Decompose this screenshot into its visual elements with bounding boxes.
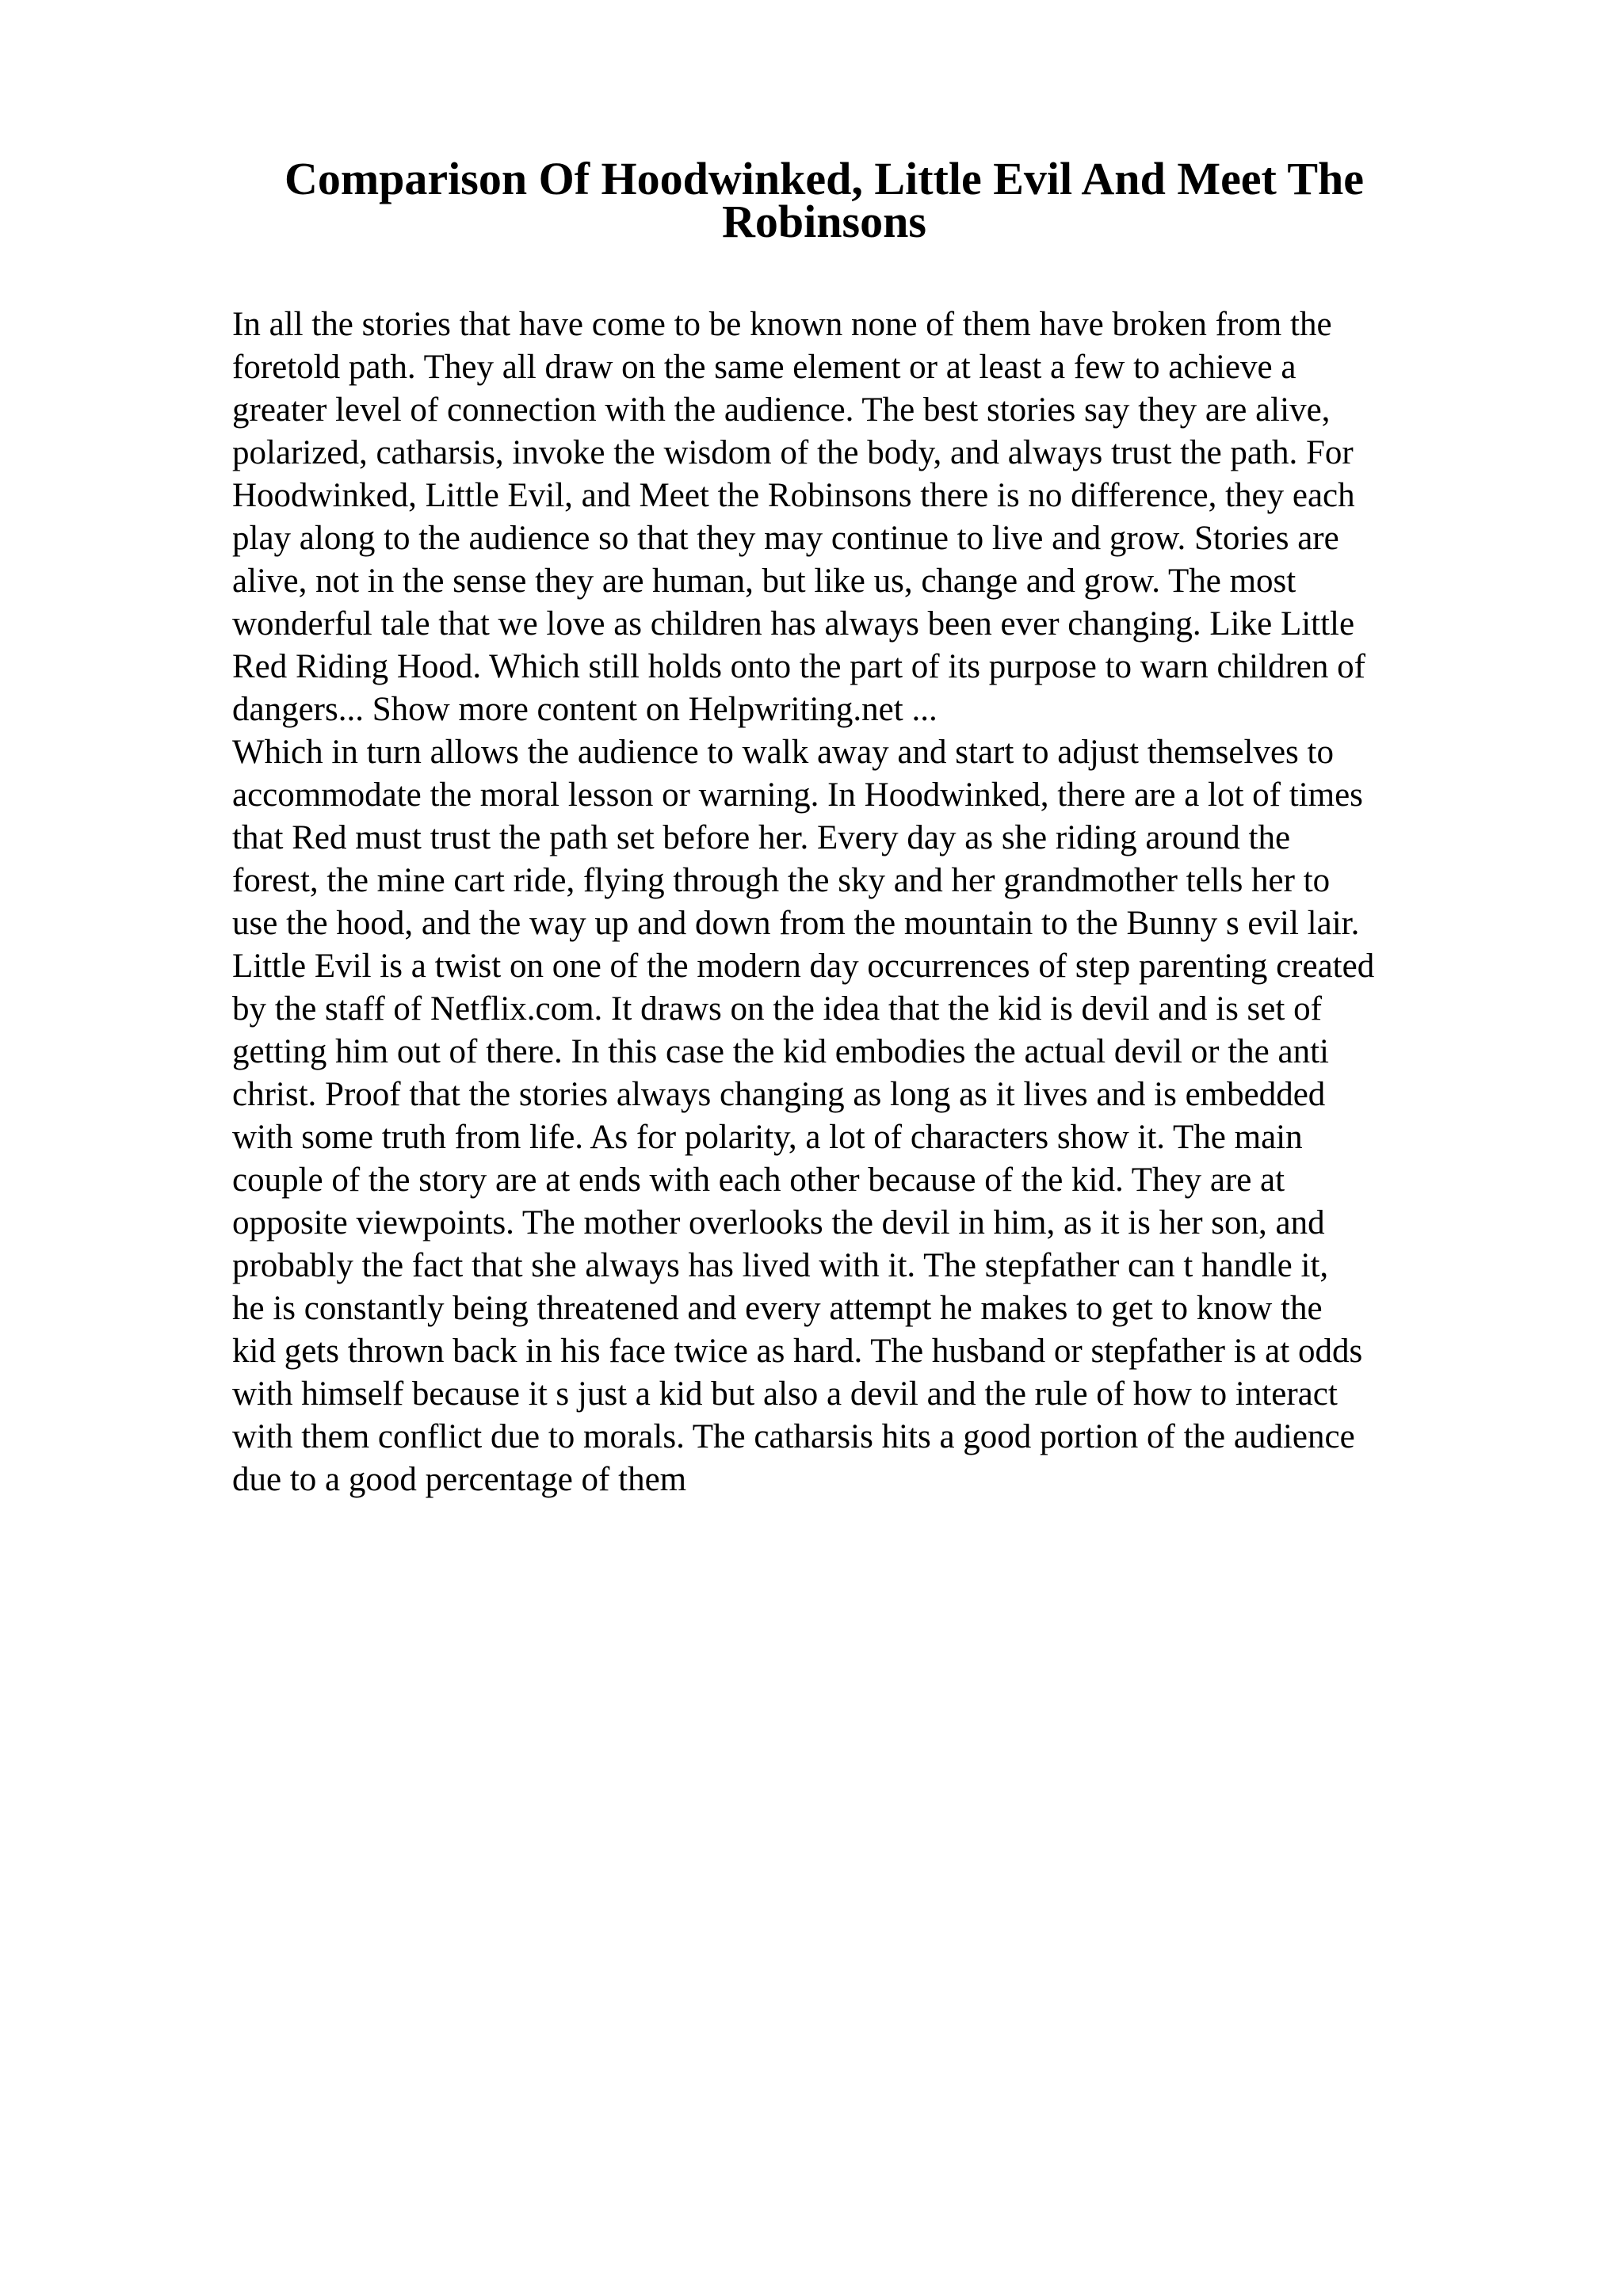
body-line: greater level of connection with the audience. The best stories say they are alive, [232,391,1331,429]
body-line: use the hood, and the way up and down from the mountain to the Bunny s evil lair. [232,905,1360,942]
body-line: Little Evil is a twist on one of the modern day occurrences of step parenting created [232,948,1375,985]
body-line: alive, not in the sense they are human, but like us, change and grow. The most [232,563,1296,600]
body-line: Hoodwinked, Little Evil, and Meet the Robinsons there is no difference, they each [232,477,1355,514]
document-body [232,303,1484,1501]
body-line: foretold path. They all draw on the same element or at least a few to achieve a [232,349,1296,386]
title-line: Comparison Of Hoodwinked, Little Evil And Meet The [284,153,1365,204]
body-line: christ. Proof that the stories always changing as long as it lives and is embedded [232,1076,1326,1113]
body-line: Which in turn allows the audience to walk away and start to adjust themselves to [232,734,1334,771]
body-line: he is constantly being threatened and every attempt he makes to get to know the [232,1290,1323,1327]
body-line: play along to the audience so that they may continue to live and grow. Stories are [232,520,1339,557]
body-line: with them conflict due to morals. The catharsis hits a good portion of the audience [232,1418,1355,1455]
body-line: by the staff of Netflix.com. It draws on the idea that the kid is devil and is set of [232,990,1322,1028]
body-line: couple of the story are at ends with each other because of the kid. They are at [232,1161,1285,1199]
body-line: Red Riding Hood. Which still holds onto the part of its purpose to warn children of [232,648,1365,685]
title-line: Robinsons [722,196,926,247]
body-line: probably the fact that she always has lived with it. The stepfather can t handle it, [232,1247,1329,1284]
body-line: getting him out of there. In this case the kid embodies the actual devil or the anti [232,1033,1329,1070]
body-line: dangers... Show more content on Helpwriting.net ... [232,691,938,728]
body-line: In all the stories that have come to be known none of them have broken from the [232,306,1332,343]
document-title [230,151,1419,247]
body-line: kid gets thrown back in his face twice as hard. The husband or stepfather is at odds [232,1333,1363,1370]
body-line: with some truth from life. As for polarity, a lot of characters show it. The main [232,1119,1303,1156]
body-line: polarized, catharsis, invoke the wisdom of the body, and always trust the path. For [232,434,1354,471]
body-line: due to a good percentage of them [232,1461,687,1498]
body-line: with himself because it s just a kid but also a devil and the rule of how to interact [232,1375,1338,1413]
body-line: wonderful tale that we love as children has always been ever changing. Like Little [232,605,1355,643]
body-line: forest, the mine cart ride, flying through the sky and her grandmother tells her to [232,862,1331,899]
body-line: that Red must trust the path set before her. Every day as she riding around the [232,819,1291,856]
body-line: accommodate the moral lesson or warning. In Hoodwinked, there are a lot of times [232,776,1363,814]
body-line: opposite viewpoints. The mother overlooks the devil in him, as it is her son, and [232,1204,1325,1241]
